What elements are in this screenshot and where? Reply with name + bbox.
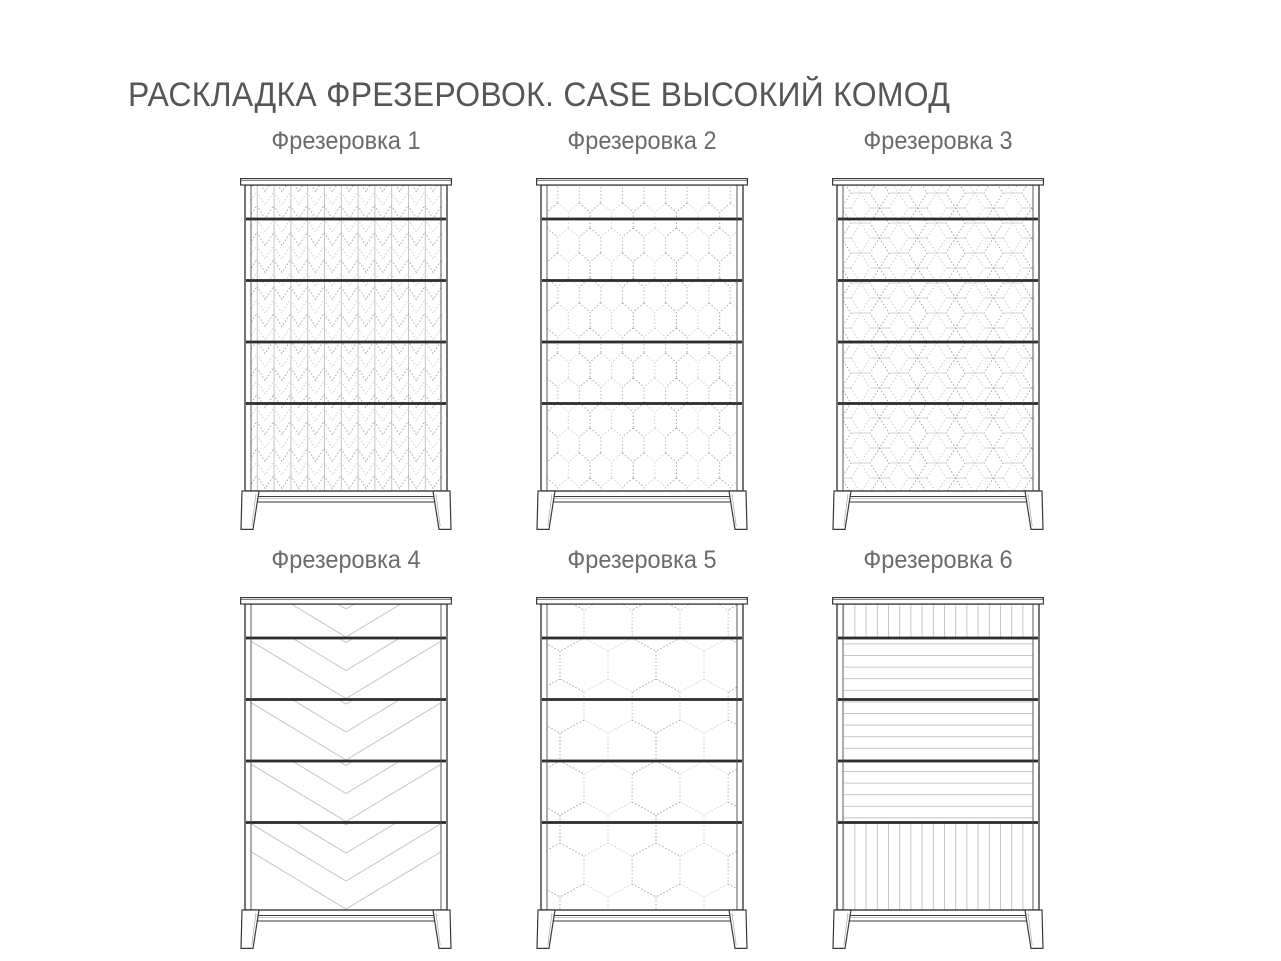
page-title: РАСКЛАДКА ФРЕЗЕРОВОК. CASE ВЫСОКИЙ КОМОД	[128, 76, 951, 114]
cabinet-drawing-small-elongated-hexagons	[536, 178, 748, 530]
milling-variant-4	[198, 545, 494, 949]
variant-label: Фрезеровка 5	[567, 546, 717, 574]
milling-variant-3	[790, 126, 1086, 530]
cabinet-drawing-diamond-cubes	[832, 178, 1044, 530]
variant-label: Фрезеровка 4	[271, 546, 421, 574]
variant-label: Фрезеровка 6	[863, 546, 1013, 574]
milling-variant-1	[198, 126, 494, 530]
cabinet-drawing-large-hexagons	[536, 597, 748, 949]
cabinet-drawing-large-chevron	[240, 597, 452, 949]
variant-label: Фрезеровка 3	[863, 127, 1013, 155]
milling-variant-2	[494, 126, 790, 530]
milling-variant-5	[494, 545, 790, 949]
milling-variant-6	[790, 545, 1086, 949]
cabinet-drawing-herringbone-chevron	[240, 178, 452, 530]
variant-label: Фрезеровка 2	[567, 127, 717, 155]
cabinet-drawing-grooved-lines	[832, 597, 1044, 949]
variant-label: Фрезеровка 1	[271, 127, 421, 155]
